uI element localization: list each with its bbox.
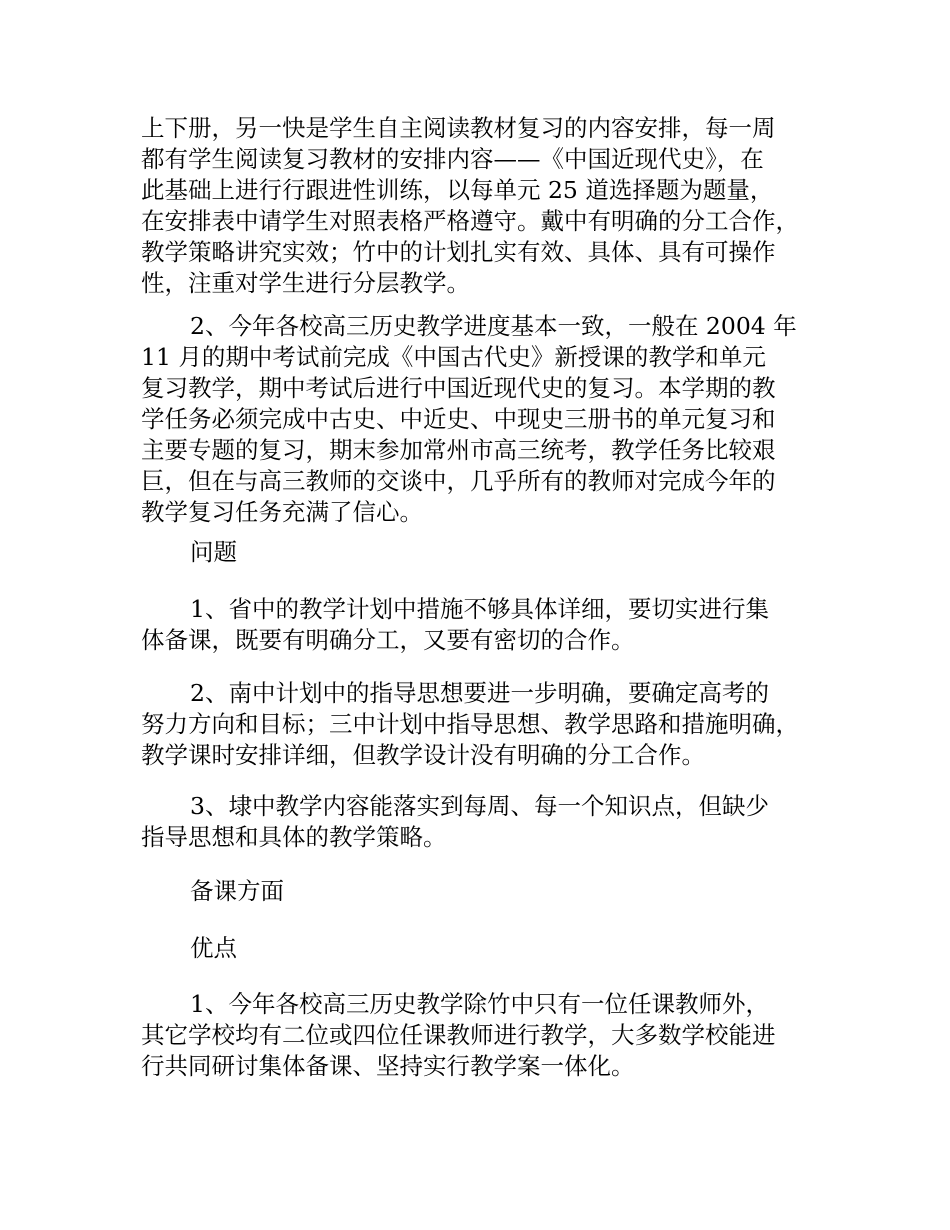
text-line: 行共同研讨集体备课、坚持实行教学案一体化。 — [141, 1052, 635, 1080]
text-line: 在安排表中请学生对照表格严格遵守。戴中有明确的分工合作， — [141, 207, 799, 235]
text-line: 主要专题的复习，期末参加常州市高三统考，教学任务比较艰 — [141, 436, 776, 464]
text-line: 体备课，既要有明确分工，又要有密切的合作。 — [141, 626, 635, 654]
paragraph-problem-1 — [141, 594, 841, 656]
text-line: 性，注重对学生进行分层教学。 — [141, 269, 470, 297]
text-line: 上下册，另一快是学生自主阅读教材复习的内容安排，每一周 — [141, 114, 776, 142]
paragraph-problem-3 — [141, 791, 841, 853]
text-line: 2、今年各校高三历史教学进度基本一致，一般在 2004 年 — [190, 312, 797, 340]
text-line: 教学复习任务充满了信心。 — [141, 498, 423, 526]
text-line: 3、埭中教学内容能落实到每周、每一个知识点，但缺少 — [190, 792, 769, 820]
text-line: 1、省中的教学计划中措施不够具体详细，要切实进行集 — [190, 595, 769, 623]
text-line: 指导思想和具体的教学策略。 — [141, 823, 447, 851]
section-heading-strengths — [141, 933, 841, 964]
paragraph-item-2-progress — [141, 311, 841, 528]
section-heading-lesson-prep — [141, 876, 841, 907]
text-line: 巨，但在与高三教师的交谈中，几乎所有的教师对完成今年的 — [141, 467, 776, 495]
paragraph-continuation — [141, 113, 841, 299]
text-line: 都有学生阅读复习教材的安排内容——《中国近现代史》，在 — [141, 145, 764, 173]
text-line: 此基础上进行行跟进性训练，以每单元 25 道选择题为题量， — [141, 176, 774, 204]
section-heading-problems — [141, 537, 841, 568]
heading-line: 问题 — [190, 538, 237, 566]
paragraph-strength-1 — [141, 989, 841, 1082]
text-line: 1、今年各校高三历史教学除竹中只有一位任课教师外， — [190, 990, 769, 1018]
text-line: 教学策略讲究实效；竹中的计划扎实有效、具体、具有可操作 — [141, 238, 776, 266]
text-line: 11 月的期中考试前完成《中国古代史》新授课的教学和单元 — [141, 343, 766, 371]
heading-line: 优点 — [190, 934, 237, 962]
text-line: 努力方向和目标；三中计划中指导思想、教学思路和措施明确， — [141, 710, 799, 738]
text-line: 教学课时安排详细，但教学设计没有明确的分工合作。 — [141, 741, 705, 769]
paragraph-problem-2 — [141, 678, 841, 771]
heading-line: 备课方面 — [190, 877, 284, 905]
text-line: 复习教学，期中考试后进行中国近现代史的复习。本学期的教 — [141, 374, 776, 402]
text-line: 学任务必须完成中古史、中近史、中现史三册书的单元复习和 — [141, 405, 776, 433]
text-line: 其它学校均有二位或四位任课教师进行教学，大多数学校能进 — [141, 1021, 776, 1049]
text-line: 2、南中计划中的指导思想要进一步明确，要确定高考的 — [190, 679, 769, 707]
